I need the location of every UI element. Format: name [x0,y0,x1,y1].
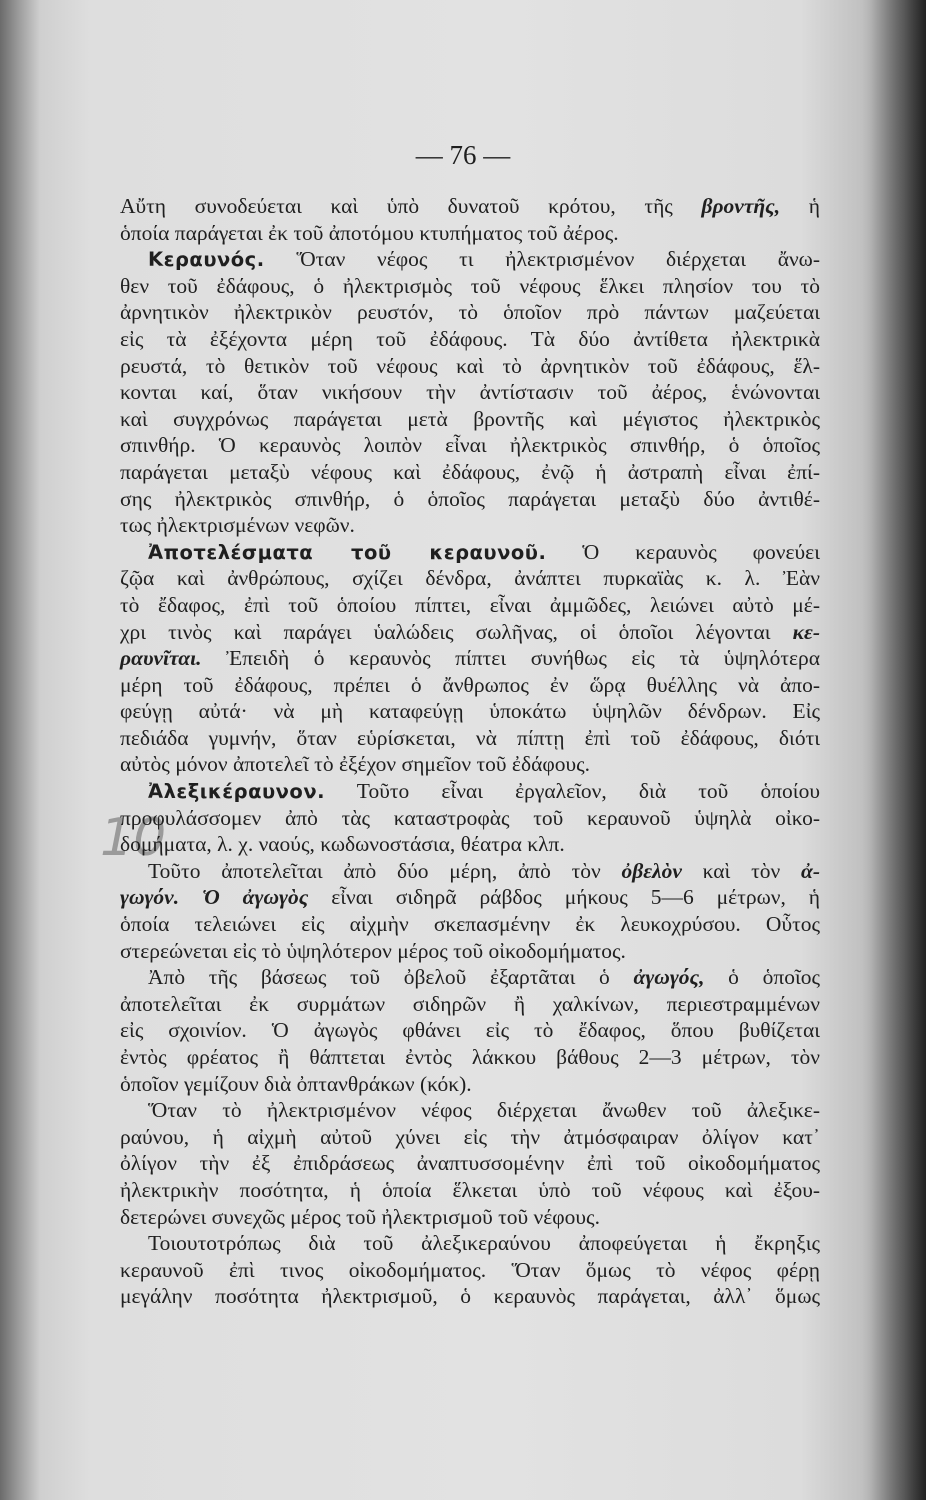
text-line [120,486,820,513]
page-number: — 76 — [415,140,511,170]
paragraph [120,964,820,1097]
text-run: ραύνου, ἡ αἰχμὴ αὐτοῦ χύνει εἰς τὴν ἀτμόσφαιραν ὀλίγον κατ᾽ [120,1124,820,1149]
text-line [120,193,820,220]
text-run: δετερώνει συνεχῶς μέρος τοῦ ἠλεκτρισμοῦ τοῦ νέφους. [120,1204,600,1229]
text-line [120,379,820,406]
text-run: Ὅταν τὸ ἠλεκτρισμένον νέφος διέρχεται ἄνωθεν τοῦ ἀλεξικε- [148,1098,820,1123]
text-line [120,1283,820,1310]
paragraph [120,246,820,539]
text-run: εἰς σχοινίον. Ὁ ἀγωγὸς φθάνει εἰς τὸ ἔδαφος, ὅπου βυθίζεται [120,1018,820,1043]
emphasized-term: γωγόν. [120,885,180,910]
text-run: φεύγῃ αὐτά· νὰ μὴ καταφεύγῃ ὑποκάτω ὑψηλῶν δένδρων. Εἰς [120,699,820,724]
text-line [120,246,820,273]
paragraph [120,1230,820,1310]
text-line [120,778,820,805]
text-run: ὁποία τελειώνει εἰς αἰχμὴν σκεπασμένην ἐκ λευκοχρύσου. Οὗτος [120,912,820,937]
text-run: θεν τοῦ ἐδάφους, ὁ ἠλεκτρισμὸς τοῦ νέφους ἕλκει πλησίον του τὸ [120,273,820,298]
paragraph [120,778,820,858]
text-line [120,592,820,619]
text-line [120,751,820,778]
text-run: στερεώνεται εἰς τὸ ὑψηλότερον μέρος τοῦ οἰκοδομήματος. [120,938,626,963]
section-heading: Ἀλεξικέραυνον. [148,780,326,804]
text-run: ὀλίγον τὴν ἐξ ἐπιδράσεως ἀναπτυσσομένην ἐπὶ τοῦ οἰκοδομήματος [120,1151,820,1176]
text-line [120,1257,820,1284]
text-run: κεραυνοῦ ἐπὶ τινος οἰκοδομήματος. Ὅταν ὅμως τὸ νέφος φέρῃ [120,1257,820,1282]
text-line [120,1097,820,1124]
text-run: ἡ [780,194,820,218]
text-line [120,1044,820,1071]
section-heading: Κεραυνός. [148,248,265,272]
paragraph [120,1097,820,1230]
text-line [120,299,820,326]
text-run: εἶναι σιδηρᾶ ράβδος μήκους 5—6 μέτρων, ἡ [308,885,821,910]
text-run: Ὁ κεραυνὸς φονεύει [546,539,820,564]
text-run: Τοῦτο εἶναι ἐργαλεῖον, διὰ τοῦ ὁποίου [325,779,820,804]
text-run: ἀρνητικὸν ἠλεκτρικὸν ρευστόν, τὸ ὁποῖον πρὸ πάντων μαζεύεται [120,300,820,325]
text-run: κονται καί, ὅταν νικήσουν τὴν ἀντίστασιν τοῦ ἀέρος, ἑνώνονται [120,380,820,405]
text-line [120,406,820,433]
text-run: δομήματα, λ. χ. ναούς, κωδωνοστάσια, θέατρα κλπ. [120,832,565,857]
text-line [120,884,820,911]
page-edge-shadow [862,0,926,1500]
text-line [120,1150,820,1177]
text-line [120,725,820,752]
text-line [120,911,820,938]
text-run: ἀποτελεῖται ἐκ συρμάτων σιδηρῶν ἢ χαλκίνων, περιεστραμμένων [120,991,820,1016]
paragraph [120,193,820,246]
text-run: καὶ τὸν [681,858,801,883]
text-line [120,1017,820,1044]
text-run: εἰς τὰ ἐξέχοντα μέρη τοῦ ἐδάφους. Τὰ δύο ἀντίθετα ἠλεκτρικὰ [120,326,820,351]
body-text [120,193,820,1310]
text-line [120,858,820,885]
text-line [120,459,820,486]
text-run: παράγεται μεταξὺ νέφους καὶ ἐδάφους, ἐνῷ ἡ ἀστραπὴ εἶναι ἐπί- [120,459,820,484]
text-run: ὁποία παράγεται ἐκ τοῦ ἀποτόμου κτυπήματος τοῦ ἀέρος. [120,220,619,245]
emphasized-term: Ὁ ἀγωγὸς [202,885,309,910]
text-run: Τοιουτοτρόπως διὰ τοῦ ἀλεξικεραύνου ἀποφεύγεται ἡ ἔκρηξις [148,1231,820,1256]
text-line [120,698,820,725]
text-line [120,512,820,539]
text-run: μέρη τοῦ ἐδάφους, πρέπει ὁ ἄνθρωπος ἐν ὥρᾳ θυέλλης νὰ ἀπο- [120,672,820,697]
text-line [120,273,820,300]
margin-pencil-mark: 10 [100,808,167,868]
paragraph [120,858,820,964]
emphasized-term: ὀβελὸν [621,858,682,883]
section-heading: Ἀποτελέσματα τοῦ κεραυνοῦ. [148,540,547,564]
text-line [120,938,820,965]
text-line [120,353,820,380]
text-line [120,619,820,646]
text-line [120,432,820,459]
text-line [120,1204,820,1231]
text-line [120,326,820,353]
text-run: χρι τινὸς καὶ παράγει ὑαλώδεις σωλῆνας, οἱ ὁποῖοι λέγονται [120,619,793,644]
emphasized-term: ἀ- [800,858,820,883]
paragraph [120,539,820,778]
text-run: ἐντὸς φρέατος ἢ θάπτεται ἐντὸς λάκκου βάθους 2—3 μέτρων, τὸν [120,1045,820,1069]
text-run: αὐτὸς μόνον ἀποτελεῖ τὸ ἐξέχον σημεῖον τοῦ ἐδάφους. [120,752,591,777]
text-run: ζῷα καὶ ἀνθρώπους, σχίζει δένδρα, ἀνάπτει πυρκαϊὰς κ. λ. Ἐὰν [120,566,820,591]
text-run: ρευστά, τὸ θετικὸν τοῦ νέφους καὶ τὸ ἀρνητικὸν τοῦ ἐδάφους, ἕλ- [120,353,820,378]
text-line [120,672,820,699]
text-line [120,1177,820,1204]
emphasized-term: βροντῆς, [701,194,781,218]
text-line [120,831,820,858]
text-run: Ἐπειδὴ ὁ κεραυνὸς πίπτει συνήθως εἰς τὰ ὑψηλότερα [201,646,820,671]
text-line [120,220,820,247]
text-run: σης ἠλεκτρικὸς σπινθήρ, ὁ ὁποῖος παράγεται μεταξὺ δύο ἀντιθέ- [120,486,820,511]
text-line [120,1124,820,1151]
emphasized-term: ἀγωγός, [633,965,705,990]
text-run: Ὅταν νέφος τι ἠλεκτρισμένον διέρχεται ἄνω- [264,247,820,272]
text-line [120,645,820,672]
text-run: Τοῦτο ἀποτελεῖται ἀπὸ δύο μέρη, ἀπὸ τὸν [148,858,622,883]
text-line [120,805,820,832]
text-run [179,885,202,909]
text-line [120,1071,820,1098]
text-run: Ἀπὸ τῆς βάσεως τοῦ ὀβελοῦ ἐξαρτᾶται ὁ [148,965,634,990]
text-run: καὶ συγχρόνως παράγεται μετὰ βροντῆς καὶ μέγιστος ἠλεκτρικὸς [120,406,820,431]
text-line [120,1230,820,1257]
text-run: ὁ ὁποῖος [704,965,820,990]
text-line [120,539,820,566]
text-run: ὁποῖον γεμίζουν διὰ ὀπτανθράκων (κόκ). [120,1071,472,1096]
text-run: τως ἠλεκτρισμένων νεφῶν. [120,513,355,538]
emphasized-term: κε- [792,619,820,644]
text-line [120,565,820,592]
text-run: μεγάλην ποσότητα ἠλεκτρισμοῦ, ὁ κεραυνὸς παράγεται, ἀλλ᾽ ὅμως [120,1284,820,1309]
text-line [120,964,820,991]
text-line [120,991,820,1018]
text-run: ἠλεκτρικὴν ποσότητα, ἡ ὁποία ἕλκεται ὑπὸ τοῦ νέφους καὶ ἐξου- [120,1177,820,1202]
text-run: προφυλάσσομεν ἀπὸ τὰς καταστροφὰς τοῦ κεραυνοῦ ὑψηλὰ οἰκο- [120,805,820,830]
text-run: τὸ ἔδαφος, ἐπὶ τοῦ ὁποίου πίπτει, εἶναι ἀμμῶδες, λειώνει αὐτὸ μέ- [120,592,820,617]
text-run: πεδιάδα γυμνήν, ὅταν εὑρίσκεται, νὰ πίπτῃ ἐπὶ τοῦ ἐδάφους, διότι [120,725,820,750]
emphasized-term: ραυνῖται. [120,646,202,671]
text-run: Αὔτη συνοδεύεται καὶ ὑπὸ δυνατοῦ κρότου, τῆς [120,194,702,218]
text-run: σπινθήρ. Ὁ κεραυνὸς λοιπὸν εἶναι ἠλεκτρικὸς σπινθήρ, ὁ ὁποῖος [120,433,820,458]
